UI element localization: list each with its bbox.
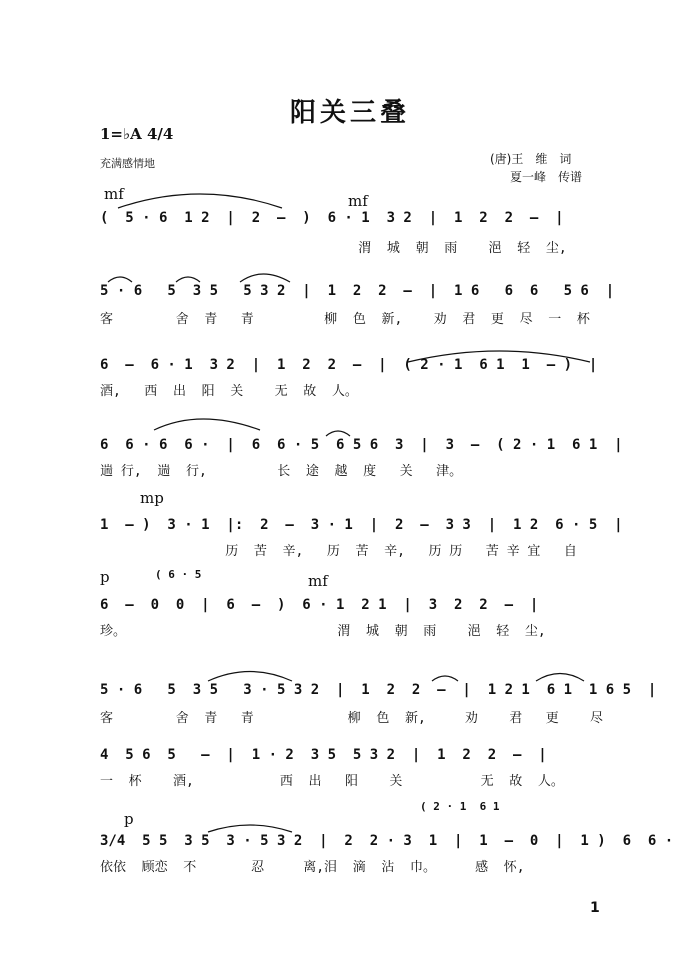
dynamic-marking: p <box>124 810 134 828</box>
lyrics-line: 遄 行, 遄 行, 长 途 越 度 关 津。 <box>100 464 463 479</box>
dynamic-marking: mf <box>308 572 328 590</box>
lyrics-line: 客 舍 青 青 柳 色 新, 劝 君 更 尽 一 杯 <box>100 312 590 327</box>
phrase-slur <box>154 419 260 430</box>
notation-line: 6 – 6 · 1 3 2 | 1 2 2 – | ( 2 · 1 6 1 1 – ) | <box>100 357 598 373</box>
lyrics-line: 历 苦 辛, 历 苦 辛, 历 历 苦 辛 宜 自 <box>100 544 577 559</box>
notation-line: 5 · 6 5 3 5 3 · 5 3 2 | 1 2 2 – | 1 2 1 6 1 1 6 5 | <box>100 682 657 698</box>
notation-line: 5 · 6 5 3 5 5 3 2 | 1 2 2 – | 1 6 6 6 5 6 | <box>100 283 615 299</box>
arranger-credit: 夏一峰 传谱 <box>510 170 583 184</box>
expression-marking: 充满感情地 <box>100 157 155 170</box>
page-number: 1 <box>590 900 600 916</box>
dynamic-marking: mf <box>348 192 368 210</box>
phrase-slur <box>118 194 282 208</box>
phrase-slur <box>432 676 458 681</box>
phrase-slur <box>208 825 292 832</box>
notation-line: 4 5 6 5 – | 1 · 2 3 5 5 3 2 | 1 2 2 – | <box>100 747 547 763</box>
phrase-slur <box>326 431 350 436</box>
key-signature: 1=♭A 4/4 <box>100 125 174 143</box>
notation-line: 6 6 · 6 6 · | 6 6 · 5 6 5 6 3 | 3 – ( 2 · 1 6 1 | <box>100 437 623 453</box>
notation-line: ( 5 · 6 1 2 | 2 – ) 6 · 1 3 2 | 1 2 2 – | <box>100 210 564 226</box>
lyrics-line: 渭 城 朝 雨 浥 轻 尘, <box>100 241 567 256</box>
lyrics-line: 珍。 渭 城 朝 雨 浥 轻 尘, <box>100 624 546 639</box>
lyricist-credit: (唐)王 维 词 <box>490 152 572 166</box>
dynamic-marking: p <box>100 568 110 586</box>
lyrics-line: 一 杯 酒, 西 出 阳 关 无 故 人。 <box>100 774 564 789</box>
lyrics-line: 客 舍 青 青 柳 色 新, 劝 君 更 尽 <box>100 711 604 726</box>
lyrics-line: 依依 顾恋 不 忍 离,泪 滴 沾 巾。 感 怀, <box>100 860 525 875</box>
grace-notes: ( 2 · 1 6 1 <box>420 800 500 813</box>
notation-line: 1 – ) 3 · 1 |: 2 – 3 · 1 | 2 – 3 3 | 1 2 6 · 5 | <box>100 517 623 533</box>
dynamic-marking: mp <box>140 489 164 507</box>
dynamic-marking: mf <box>104 185 124 203</box>
phrase-slur <box>108 277 132 282</box>
phrase-slur <box>176 277 200 282</box>
phrase-slur <box>240 274 290 282</box>
phrase-slur <box>408 351 590 362</box>
notation-line: 6 – 0 0 | 6 – ) 6 · 1 2 1 | 3 2 2 – | <box>100 597 539 613</box>
grace-notes: ( 6 · 5 <box>155 568 202 581</box>
page-title: 阳关三叠 <box>289 98 410 128</box>
notation-line: 3/4 5 5 3 5 3 · 5 3 2 | 2 2 · 3 1 | 1 – 0 | 1 ) 6 6 · <box>100 833 674 849</box>
phrase-slur <box>208 672 292 682</box>
lyrics-line: 酒, 西 出 阳 关 无 故 人。 <box>100 384 358 399</box>
phrase-slur <box>536 674 584 682</box>
